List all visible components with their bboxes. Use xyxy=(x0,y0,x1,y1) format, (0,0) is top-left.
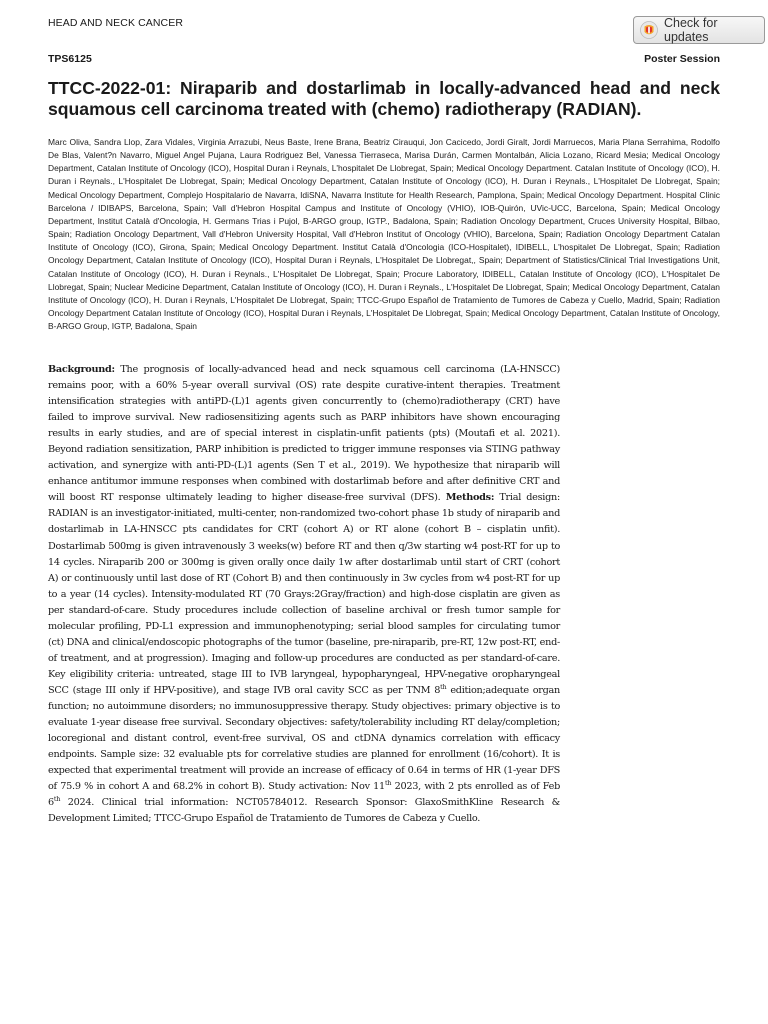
section-label: HEAD AND NECK CANCER xyxy=(48,17,184,29)
abstract-id: TPS6125 xyxy=(48,53,92,65)
superscript-th: th xyxy=(440,682,447,691)
check-updates-icon xyxy=(640,21,658,39)
methods-text: 2023, with 2 pts enrolled as of Feb 6 xyxy=(48,781,560,809)
check-for-updates-button[interactable] xyxy=(633,16,765,44)
check-updates-label: Check for updates xyxy=(664,16,718,44)
methods-text: 2024. Clinical trial information: NCT05784012. Research Sponsor: GlaxoSmithKline Research & Development Limited; TTCC-Grupo Español de Tratamiento de Tumores de Cabeza y Cuello. xyxy=(48,797,560,825)
abstract-body xyxy=(48,362,560,827)
methods-text: Trial design: RADIAN is an investigator-initiated, multi-center, non-randomized two-cohort phase 1b study of niraparib and dostarlimab in LA-HNSCC pts candidates for CRT (cohort A) or RT alone (cohort B – cisplatin unfit). Dostarlimab 500mg is given intravenously 3 weeks(w) before RT and then q/3w starting w4 post-RT for up to 14 cycles. Niraparib 200 or 300mg is given orally once daily 1w after dostarlimab until start of CRT (cohort A) or continuously until last dose of RT (Cohort B) and then continuously in 3w cycles from w4 post-RT for up to a year (14 cycles). Intensity-modulated RT (70 Grays:2Gray/fraction) and high-dose cisplatin are given as per standard-of-care. Study procedures include collection of baseline archival or fresh tumor sample for molecular profiling, PD-L1 expression and immunophenotyping; serial blood samples for circulating tumor (ct) DNA and clinical/endoscopic photographs of the tumor (baseline, pre-niraparib, pre-RT, 12w post-RT, end-of treatment, and at progression). Imaging and follow-up procedures are conducted as per standard-of-care. Key eligibility criteria: untreated, stage III to IVB laryngeal, hypopharyngeal, HPV-negative oropharyngeal SCC (stage III only if HPV-positive), and stage IVB oral cavity SCC as per TNM 8 xyxy=(48,492,560,696)
session-type: Poster Session xyxy=(644,53,720,65)
methods-heading: Methods: xyxy=(445,492,495,504)
superscript-th: th xyxy=(384,778,392,787)
methods-text: edition;adequate organ function; no autoimmune disorders; no immunosuppressive therapy. Study objectives: primary objective is to evaluate 1-year disease free survival. Secondary objectives: safety/tolerability including RT delay/completion; locoregional and distant control, event-free survival, OS and ctDNA dynamics correlation with efficacy endpoints. Sample size: 32 evaluable pts for correlative studies are planned for enrollment (16/cohort). It is expected that experimental treatment will provide an increase of efficacy of 0.64 in terms of HR (1-year DFS of 75.9 % in cohort A and 68.2% in cohort B). Study activation: Nov 11 xyxy=(48,684,560,793)
background-text: The prognosis of locally-advanced head and neck squamous cell carcinoma (LA-HNSCC) remains poor, with a 60% 5-year overall survival (OS) rate despite curative-intent therapies. Treatment intensification strategies with antiPD-(L)1 agents given concurrently to (chemo)radiotherapy (CRT) have failed to improve survival. New radiosensitizing agents such as PARP inhibitors have shown encouraging results in early studies, and are of special interest in cisplatin-unfit patients (pts) (Moutafi et al. 2021). Beyond radiation sensitization, PARP inhibition is predicted to trigger immune responses via STING pathway activation, and synergize with anti-PD-(L)1 agents (Sen T et al., 2019). We hypothesize that niraparib will enhance antitumor immune responses when combined with dostarlimab before and after definitive CRT and will boost RT response ultimately leading to higher disease-free survival (DFS). xyxy=(48,364,560,504)
superscript-th: th xyxy=(53,795,61,804)
background-heading: Background: xyxy=(48,364,115,375)
author-affiliations: Marc Oliva, Sandra Llop, Zara Vidales, Virginia Arrazubi, Neus Baste, Irene Brana, Beatriz Cirauqui, Jon Cacicedo, Jordi Giralt, Jordi Marruecos, Maria Plana Serrahima, Rodolfo De Blas, Valent?n Navarro, Miguel Angel Pujana, Laura Rodriguez Bel, Vanessa Tierraseca, Marisa Durán, Carmen Montalbán, Alicia Lozano, Ricard Mesia; Medical Oncology Department, Catalan Institute of Oncology (ICO), Hospital Duran i Reynals, L'hospitalet De Llobregat, Spain; Medical Oncology Department. Catalan Institute of Oncology (ICO), H. Duran i Reynals., L'Hospitalet De Llobregat, Spain; Medical Oncology Department, Catalan Institute of Oncology (ICO), H. Duran i Reynals., L'Hospitalet De Llobregat, Spain; Medical Oncology Department, Complejo Hospitalario de Navarra, IdiSNA, Navarra Institute for Health Research, Pamplona, Spain; Medical Oncology Department. Hospital Clinic Barcelona / IDIBAPS, Barcelona, Spain; Vall d'Hebron Hospital Campus and Institute of Oncology (VHIO), IOB-Quirón, UVic-UCC, Barcelona, Spain; Medical Oncology Department, Institut Català d'Oncologia, H. Germans Trias i Pujol, B-ARGO group, IGTP., Badalona, Spain; Radiation Oncology Department, Cruces University Hospital, Bilbao, Spain; Radiation Oncology Department, Vall d'Hebron University Hospital, Vall d'Hebron Institut of Oncology (VHIO), Barcelona, Spain; Radiation Oncology Department Catalan Institute of Oncology (ICO), Girona, Spain; Medical Oncology Department. Institut Català d'Oncologia (ICO-Hospitalet), IDIBELL, L'hospitalet De Llobregat, Spain; Radiation Oncology Department, Catalan Institute of Oncology (ICO), Hospital Duran i Reynals, L'Hospitalet De Llobregat,, Spain; Department of Statistics/Clinical Trial Investigations Unit, Catalan Institute of Oncology (ICO), H. Duran i Reynals., L'Hospitalet De Llobregat, Spain; Procure Laboratory, IDIBELL, Catalan Institute of Oncology (ICO), L'Hospitalet De Llobregat, Spain; Nuclear Medicine Department, Catalan Institute of Oncology (ICO), H. Duran i Reynals., L'Hospitalet De Llobregat, Spain; Medical Oncology Department, Catalan Institute of Oncology (ICO), H. Duran i Reynals, L'Hospitalet De Llobregat, Spain; TTCC-Grupo Español de Tratamiento de Tumores de Cabeza y Cuello, Madrid, Spain; Radiation Oncology Department Catalan Institute of Oncology (ICO), Hospital Duran i Reynals, L'Hospitalet De Llobregat, Spain; Medical Oncology Department, Catalan Institute of Oncology, B-ARGO Group, IGTP, Badalona, Spain xyxy=(48,137,720,332)
paper-title: TTCC-2022-01: Niraparib and dostarlimab in locally-advanced head and neck squamous cell carcinoma treated with (chemo) radiotherapy (RADIAN). xyxy=(48,78,720,119)
